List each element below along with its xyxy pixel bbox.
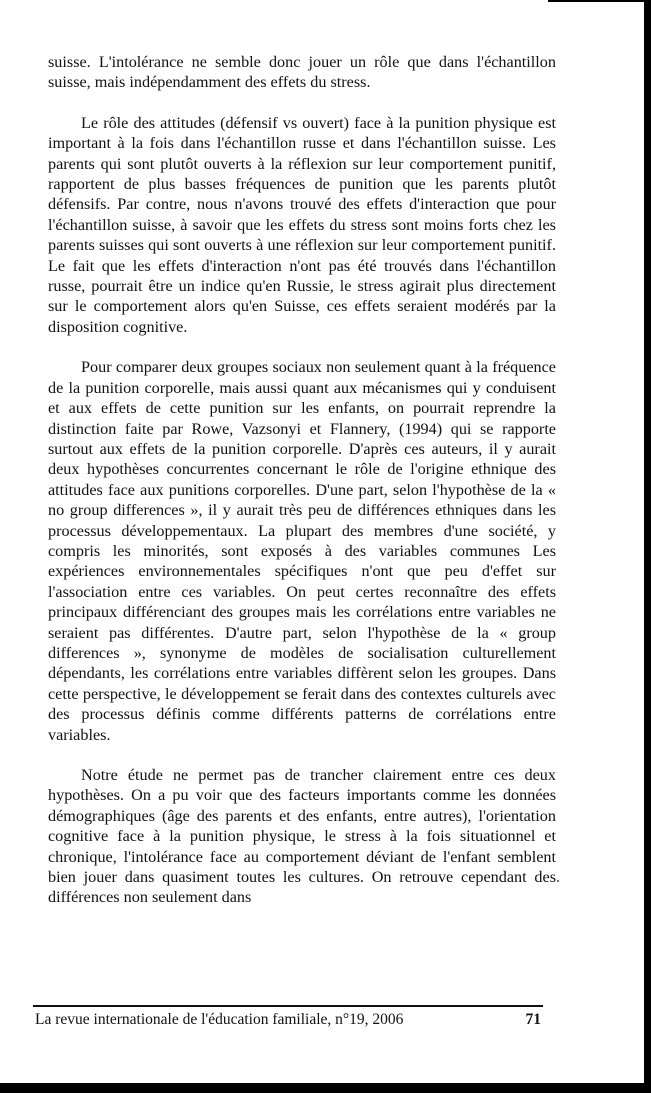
paragraph-gap — [48, 93, 556, 113]
paragraph-2: Le rôle des attitudes (défensif vs ouvert) face à la punition physique est important à la fois dans l'échantillon russe et dans l'échantillon suisse. Les parents qui sont plutôt ouverts à la réflexion sur leur comportement punitif, rapportent de plus basses fréquences de punition que les parents plutôt défensifs. Par contre, nous n'avons trouvé des effets d'interaction que pour l'échantillon suisse, à savoir que les effets du stress sont moins forts chez les parents suisses qui sont ouverts à une réflexion sur leur comportement punitif. Le fait que les effets d'interaction n'ont pas été trouvés dans l'échantillon russe, pourrait être un indice qu'en Russie, le stress agirait plus directement sur le comportement alors qu'en Suisse, ces effets seraient modérés par la disposition cognitive. — [48, 113, 556, 336]
paragraph-4: Notre étude ne permet pas de trancher clairement entre ces deux hypothèses. On a pu voir que des facteurs importants comme les données démographiques (âge des parents et des enfants, entre autres), l'orientation cognitive face à la punition physique, le stress à la fois situationnel et chronique, l'intolérance face au comportement déviant de l'enfant semblent bien jouer dans quasiment toutes les cultures. On retrouve cependant des différences non seulement dans — [48, 766, 556, 907]
footer-rule — [33, 1005, 543, 1007]
scan-edge-right — [644, 0, 651, 1093]
page-body — [48, 52, 556, 908]
paragraph-3: Pour comparer deux groupes sociaux non seulement quant à la fréquence de la punition corporelle, mais aussi quant aux mécanismes qui y conduisent et aux effets de cette punition sur les enfants, on pourrait reprendre la distinction faite par Rowe, Vazsonyi et Flannery, (1994) qui se rapporte surtout aux effets de la punition corporelle. D'après ces auteurs, il y aurait deux hypothèses concurrentes concernant le rôle de l'origine ethnique des attitudes face aux punitions corporelles. D'une part, selon l'hypothèse de la « no group differences », il y aurait très peu de différences ethniques dans les processus développementaux. La plupart des membres d'une société, y compris les minorités, sont exposés à des variables communes Les expériences environnementales spécifiques n'ont que peu d'effet sur l'association entre ces variables. On peut certes reconnaître des effets principaux différenciant des groupes mais les corrélations entre variables ne seraient pas différentes. D'autre part, selon l'hypothèse de la « group differences », synonyme de modèles de socialisation culturellement dépendants, les corrélations entre variables diffèrent selon les groupes. Dans cette perspective, le développement se ferait dans des contextes culturels avec des processus définis comme différents patterns de corrélations entre variables. — [48, 358, 556, 744]
scan-speck — [557, 880, 559, 882]
scan-edge-top — [548, 0, 651, 2]
scan-edge-bottom — [0, 1083, 651, 1093]
paragraph-1: suisse. L'intolérance ne semble donc jouer un rôle que dans l'échantillon suisse, mais indépendamment des effets du stress. — [48, 53, 556, 92]
journal-citation: La revue internationale de l'éducation familiale, n°19, 2006 — [35, 1011, 404, 1028]
page-number: 71 — [525, 1011, 541, 1028]
paragraph-gap — [48, 337, 556, 357]
paragraph-gap — [48, 745, 556, 765]
